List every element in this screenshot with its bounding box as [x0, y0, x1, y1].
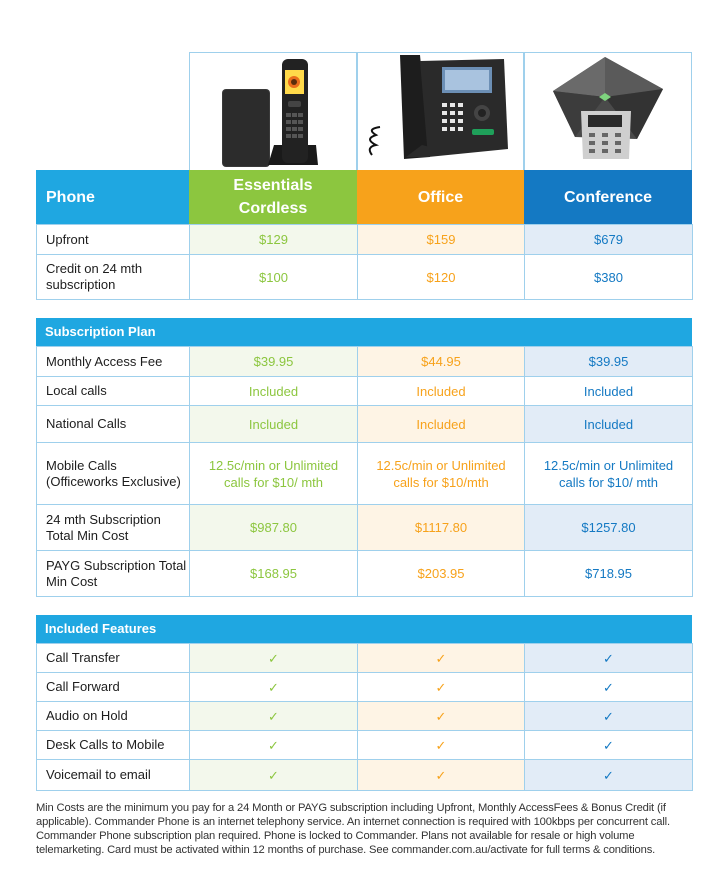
price-cell: $120 — [358, 255, 525, 300]
value-cell: 12.5c/min or Unlimited calls for $10/mth — [358, 443, 525, 505]
table-row — [37, 731, 693, 760]
check-icon: ✓ — [358, 673, 525, 702]
value-cell: $39.95 — [190, 347, 358, 377]
table-row — [37, 644, 693, 673]
included-features-header: Included Features — [36, 615, 692, 643]
value-cell: Included — [358, 377, 525, 406]
value-cell: $1257.80 — [525, 505, 693, 551]
value-cell: $44.95 — [358, 347, 525, 377]
check-icon: ✓ — [190, 702, 358, 731]
column-essentials-cordless: Essentials Cordless — [189, 170, 357, 224]
table-row — [37, 760, 693, 791]
value-cell: $168.95 — [190, 551, 358, 597]
check-icon: ✓ — [358, 644, 525, 673]
office-desk-phone-image — [357, 52, 524, 170]
features-table — [36, 643, 693, 791]
row-label: Credit on 24 mth subscription — [37, 255, 190, 300]
check-icon: ✓ — [525, 760, 693, 791]
conference-phone-image — [524, 52, 692, 170]
check-icon: ✓ — [358, 760, 525, 791]
row-label: Voicemail to email — [37, 760, 190, 791]
table-row — [37, 443, 693, 505]
row-label: National Calls — [37, 406, 190, 443]
table-row — [37, 255, 693, 300]
check-icon: ✓ — [358, 731, 525, 760]
subscription-table — [36, 346, 693, 597]
row-label: Monthly Access Fee — [37, 347, 190, 377]
table-row — [37, 702, 693, 731]
price-cell: $100 — [190, 255, 358, 300]
row-label: 24 mth Subscription Total Min Cost — [37, 505, 190, 551]
value-cell: 12.5c/min or Unlimited calls for $10/ mth — [525, 443, 693, 505]
value-cell: Included — [190, 406, 358, 443]
check-icon: ✓ — [525, 731, 693, 760]
price-cell: $679 — [525, 225, 693, 255]
phone-header: Phone — [36, 170, 190, 224]
check-icon: ✓ — [190, 673, 358, 702]
check-icon: ✓ — [358, 702, 525, 731]
price-cell: $380 — [525, 255, 693, 300]
value-cell: $1117.80 — [358, 505, 525, 551]
check-icon: ✓ — [190, 731, 358, 760]
table-row — [37, 377, 693, 406]
column-office: Office — [357, 170, 524, 224]
value-cell: 12.5c/min or Unlimited calls for $10/ mth — [190, 443, 358, 505]
value-cell: $39.95 — [525, 347, 693, 377]
table-row — [37, 551, 693, 597]
row-label: Audio on Hold — [37, 702, 190, 731]
row-label: Mobile Calls (Officeworks Exclusive) — [37, 443, 190, 505]
value-cell: Included — [190, 377, 358, 406]
row-label: Desk Calls to Mobile — [37, 731, 190, 760]
column-conference: Conference — [524, 170, 692, 224]
table-row — [37, 225, 693, 255]
table-row — [37, 673, 693, 702]
value-cell: $987.80 — [190, 505, 358, 551]
table-row — [37, 505, 693, 551]
check-icon: ✓ — [525, 644, 693, 673]
value-cell: Included — [525, 377, 693, 406]
value-cell: $203.95 — [358, 551, 525, 597]
row-label: Call Forward — [37, 673, 190, 702]
table-row — [37, 406, 693, 443]
table-row — [37, 347, 693, 377]
row-label: Local calls — [37, 377, 190, 406]
price-cell: $159 — [358, 225, 525, 255]
value-cell: Included — [525, 406, 693, 443]
row-label: PAYG Subscription Total Min Cost — [37, 551, 190, 597]
row-label: Call Transfer — [37, 644, 190, 673]
check-icon: ✓ — [190, 644, 358, 673]
check-icon: ✓ — [525, 673, 693, 702]
footnote: Min Costs are the minimum you pay for a 24 Month or PAYG subscription including Upfront, Monthly AccessFees & Bonus Credit (if applicable). Commander Phone is an internet telephony service. An internet connection is required with 100kbps per concurrent call. Commander Phone subscription plan required. Phone is locked to Commander. Plans not available for resale or high volume telemarketing. Card must be activated within 12 months of purchase. See commander.com.au/activate for full terms & conditions. — [36, 802, 670, 856]
check-icon: ✓ — [190, 760, 358, 791]
value-cell: Included — [358, 406, 525, 443]
cordless-phone-image — [189, 52, 357, 170]
row-label: Upfront — [37, 225, 190, 255]
check-icon: ✓ — [525, 702, 693, 731]
subscription-plan-header: Subscription Plan — [36, 318, 692, 346]
price-cell: $129 — [190, 225, 358, 255]
pricing-table — [36, 224, 693, 300]
value-cell: $718.95 — [525, 551, 693, 597]
